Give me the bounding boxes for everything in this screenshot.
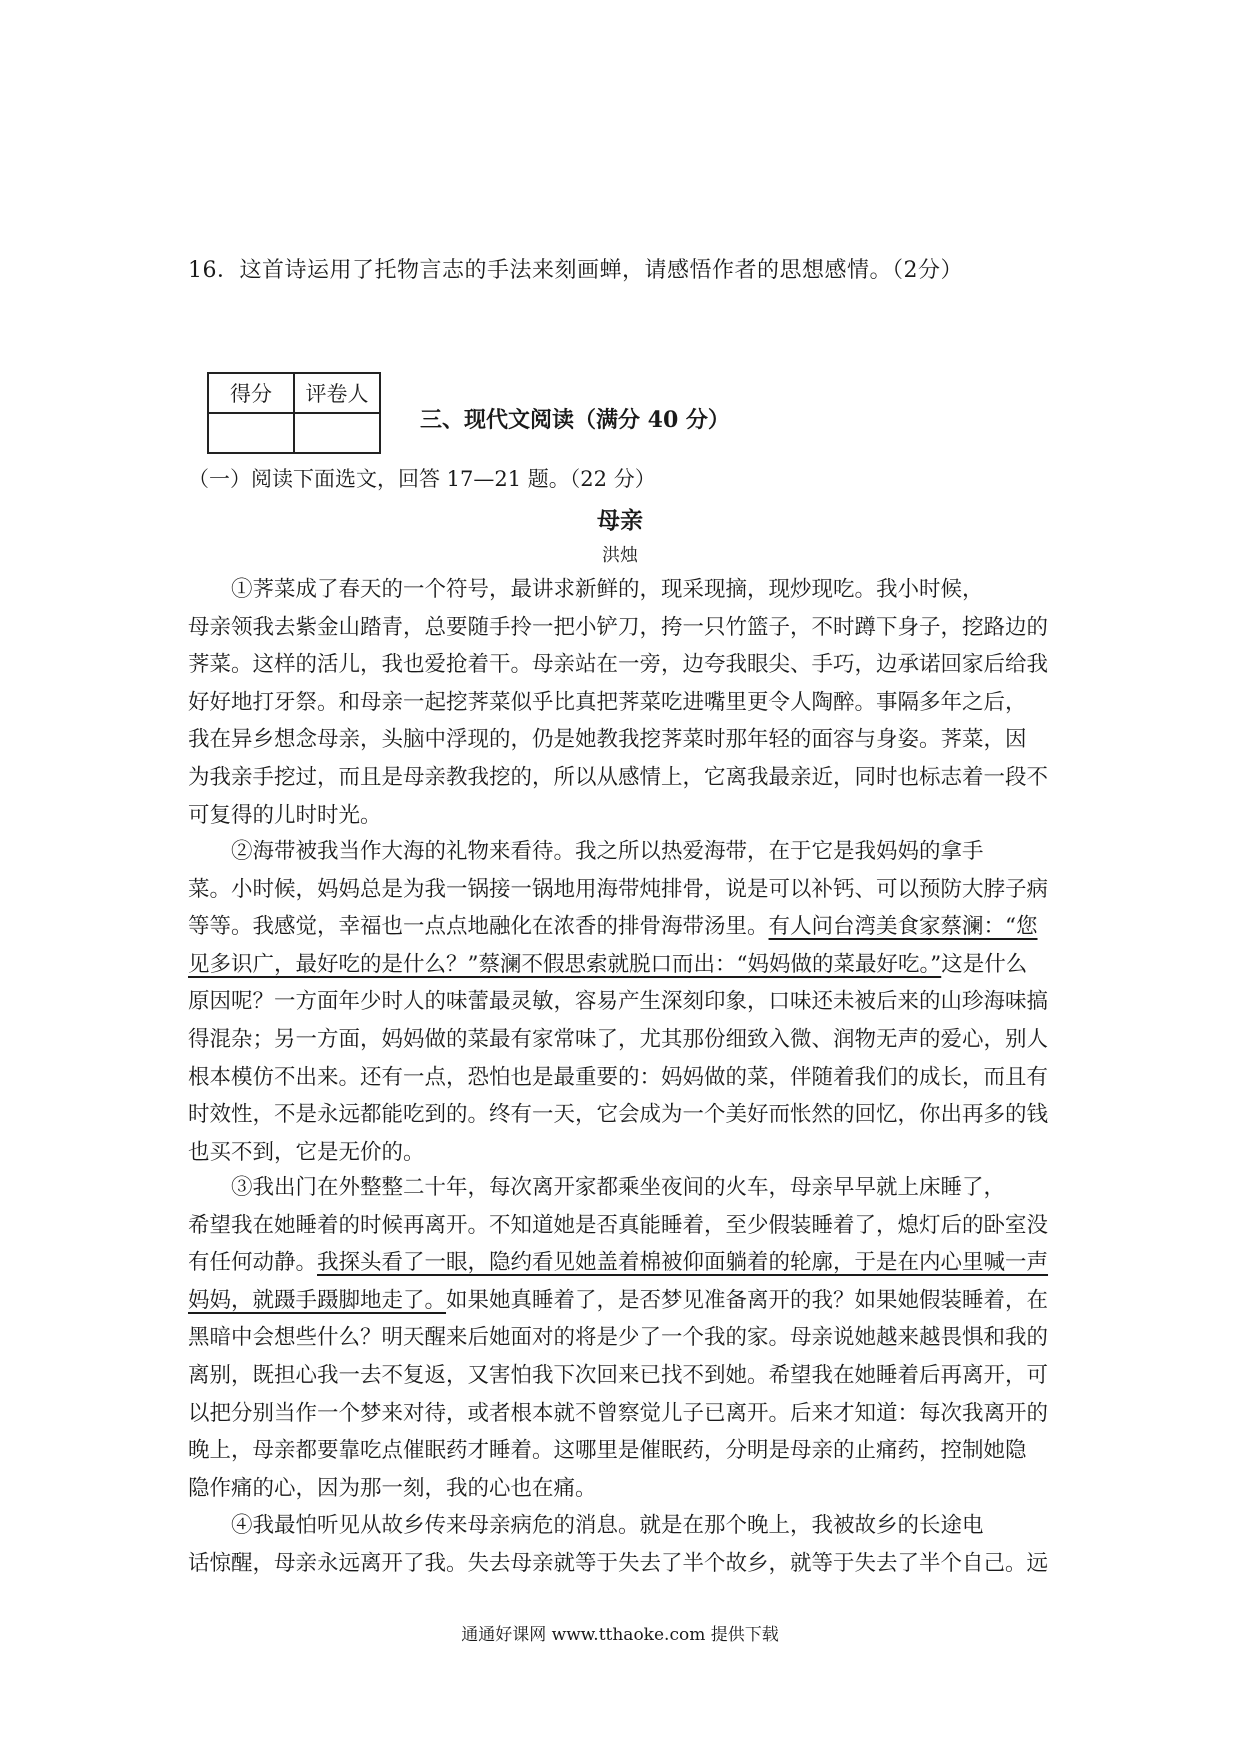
text-segment: 等等。我感觉，幸福也一点点地融化在浓香的排骨海带汤里。 <box>188 914 769 940</box>
text-segment: ④我最怕听见从故乡传来母亲病危的消息。就是在那个晚上，我被故乡的长途电 <box>231 1513 984 1538</box>
score-table <box>207 372 381 454</box>
paragraph-4 <box>188 1507 1060 1582</box>
underlined-text: 我探头看了一眼，隐约看见她盖着棉被仰面躺着的轮廓，于是在内心里喊一声 <box>317 1250 1049 1276</box>
underlined-text: 有人问台湾美食家蔡澜：“您 <box>768 914 1038 940</box>
underlined-text: 见多识广，最好吃的是什么？”蔡澜不假思索就脱口而出：“妈妈做的菜最好吃。” <box>188 951 942 977</box>
text-segment: 母亲领我去紫金山踏青，总要随手拎一把小铲刀，挎一只竹篮子，不时蹲下身子，挖路边的 <box>188 614 1049 640</box>
text-line <box>188 721 1060 759</box>
text-segment: ③我出门在外整整二十年，每次离开家都乘坐夜间的火车，母亲早早就上床睡了， <box>231 1175 1006 1200</box>
text-line <box>188 1282 1060 1320</box>
text-segment: 离别，既担心我一去不复返，又害怕我下次回来已找不到她。希望我在她睡着后再离开，可 <box>188 1362 1049 1388</box>
score-header: 得分 <box>208 373 294 413</box>
text-line <box>188 1470 1060 1508</box>
text-line <box>188 759 1060 797</box>
text-segment: 也买不到，它是无价的。 <box>188 1139 425 1165</box>
text-line <box>188 1395 1060 1433</box>
paragraph-1 <box>188 571 1060 834</box>
article-title: 母亲 <box>597 507 643 534</box>
text-line <box>188 571 1060 609</box>
text-line <box>188 871 1060 909</box>
text-segment: 话惊醒，母亲永远离开了我。失去母亲就等于失去了半个故乡，就等于失去了半个自己。远 <box>188 1550 1049 1576</box>
text-segment: 有任何动静。 <box>188 1250 318 1276</box>
sub-instruction: （一）阅读下面选文，回答 17—21 题。（22 分） <box>188 467 656 491</box>
text-segment: 这是什么 <box>941 951 1028 977</box>
text-segment: ②海带被我当作大海的礼物来看待。我之所以热爱海带，在于它是我妈妈的拿手 <box>231 839 984 864</box>
text-line <box>188 646 1060 684</box>
text-line <box>188 946 1060 984</box>
text-segment: 隐作痛的心，因为那一刻，我的心也在痛。 <box>188 1475 597 1501</box>
text-line <box>188 833 1060 871</box>
text-line <box>188 1169 1060 1207</box>
text-line <box>188 1134 1060 1172</box>
section-title: 三、现代文阅读（满分 40 分） <box>420 407 730 433</box>
text-segment: 我在异乡想念母亲，头脑中浮现的，仍是她教我挖荠菜时那年轻的面容与身姿。荠菜，因 <box>188 727 1027 753</box>
text-line <box>188 1507 1060 1545</box>
text-line <box>188 1319 1060 1357</box>
text-segment: 得混杂；另一方面，妈妈做的菜最有家常味了，尤其那份细致入微、润物无声的爱心，别人 <box>188 1026 1049 1052</box>
paragraph-3 <box>188 1169 1060 1507</box>
text-line <box>188 1207 1060 1245</box>
grader-header: 评卷人 <box>294 373 380 413</box>
text-segment: 时效性，不是永远都能吃到的。终有一天，它会成为一个美好而怅然的回忆，你出再多的钱 <box>188 1102 1049 1128</box>
text-line <box>188 684 1060 722</box>
text-line <box>188 1432 1060 1470</box>
text-segment: 希望我在她睡着的时候再离开。不知道她是否真能睡着，至少假装睡着了，熄灯后的卧室没 <box>188 1212 1049 1238</box>
text-line <box>188 983 1060 1021</box>
score-cell <box>208 413 294 453</box>
text-segment: 根本模仿不出来。还有一点，恐怕也是最重要的：妈妈做的菜，伴随着我们的成长，而且有 <box>188 1064 1049 1090</box>
text-segment: 黑暗中会想些什么？明天醒来后她面对的将是少了一个我的家。母亲说她越来越畏惧和我的 <box>188 1325 1049 1351</box>
text-segment: 如果她真睡着了，是否梦见准备离开的我？如果她假装睡着，在 <box>446 1287 1049 1313</box>
text-segment: 为我亲手挖过，而且是母亲教我挖的，所以从感情上，它离我最亲近，同时也标志着一段不 <box>188 764 1049 790</box>
paragraph-2 <box>188 833 1060 1171</box>
text-line <box>188 797 1060 835</box>
text-line <box>188 1357 1060 1395</box>
question-16: 16．这首诗运用了托物言志的手法来刻画蝉，请感悟作者的思想感情。（2分） <box>188 258 963 283</box>
text-line <box>188 908 1060 946</box>
text-segment: ①荠菜成了春天的一个符号，最讲求新鲜的，现采现摘，现炒现吃。我小时候， <box>231 577 984 602</box>
text-segment: 晚上，母亲都要靠吃点催眠药才睡着。这哪里是催眠药，分明是母亲的止痛药，控制她隐 <box>188 1438 1027 1464</box>
grader-cell <box>294 413 380 453</box>
footer: 通通好课网 www.tthaoke.com 提供下载 <box>461 1625 779 1645</box>
underlined-text: 妈妈，就蹑手蹑脚地走了。 <box>188 1287 447 1313</box>
text-line <box>188 1021 1060 1059</box>
article-author: 洪烛 <box>602 545 638 566</box>
text-segment: 可复得的儿时时光。 <box>188 802 382 828</box>
text-segment: 好好地打牙祭。和母亲一起挖荠菜似乎比真把荠菜吃进嘴里更令人陶醉。事隔多年之后， <box>188 689 1027 715</box>
text-segment: 菜。小时候，妈妈总是为我一锅接一锅地用海带炖排骨，说是可以补钙、可以预防大脖子病 <box>188 876 1049 902</box>
text-segment: 原因呢？一方面年少时人的味蕾最灵敏，容易产生深刻印象，口味还未被后来的山珍海味搞 <box>188 989 1049 1015</box>
text-line <box>188 1545 1060 1583</box>
text-line <box>188 1059 1060 1097</box>
text-segment: 荠菜。这样的活儿，我也爱抢着干。母亲站在一旁，边夸我眼尖、手巧，边承诺回家后给我 <box>188 652 1049 678</box>
text-line <box>188 1244 1060 1282</box>
text-line <box>188 1096 1060 1134</box>
text-segment: 以把分别当作一个梦来对待，或者根本就不曾察觉儿子已离开。后来才知道：每次我离开的 <box>188 1400 1049 1426</box>
text-line <box>188 609 1060 647</box>
